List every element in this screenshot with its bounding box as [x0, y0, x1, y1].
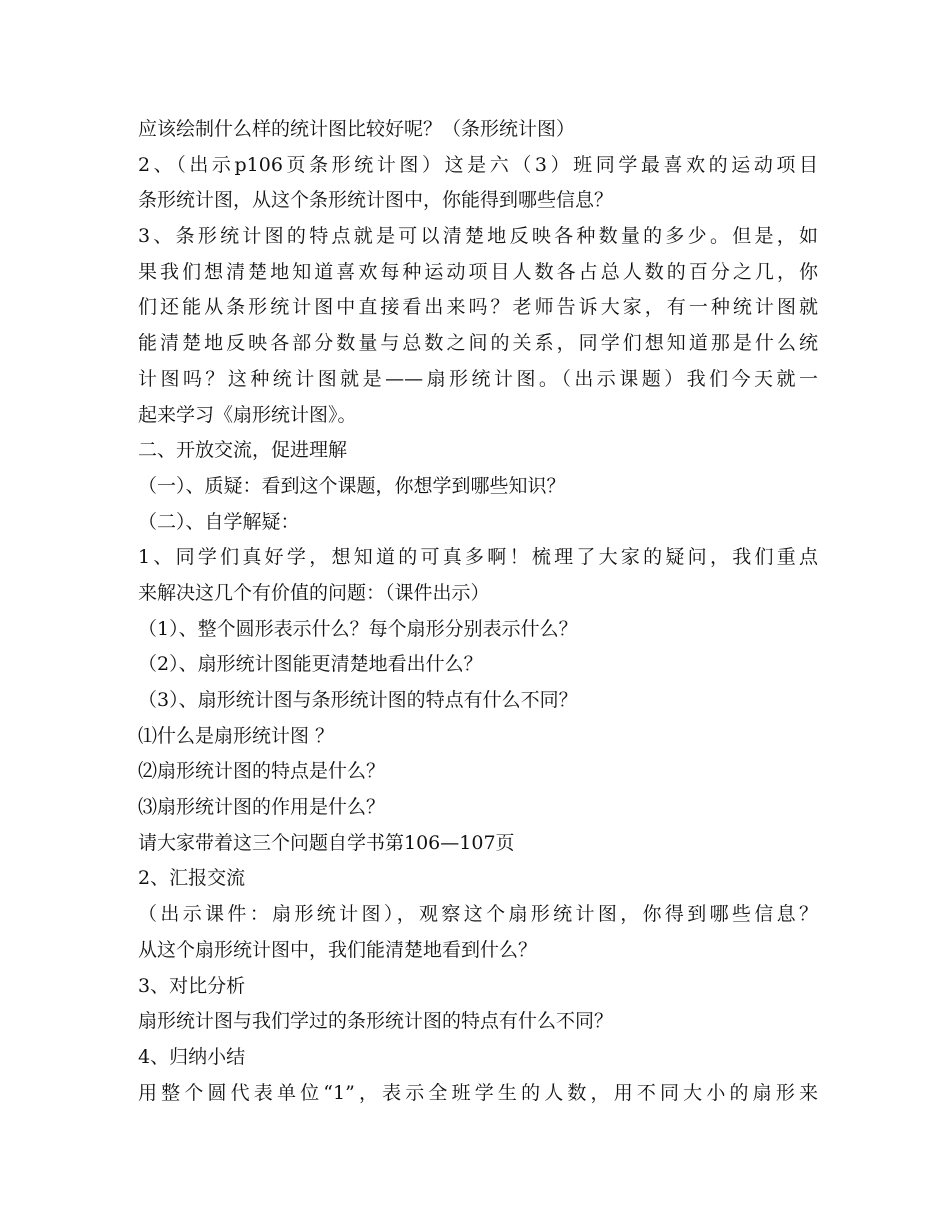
text-line: （二）、自学解疑： — [138, 510, 300, 533]
text-line: 4、归纳小结 — [138, 1045, 246, 1068]
text-line: ⑵扇形统计图的特点是什么？ — [138, 760, 386, 783]
text-line: ⑴什么是扇形统计图 ？ — [138, 724, 335, 747]
text-line: 应该绘制什么样的统计图比较好呢？（条形统计图） — [138, 118, 576, 140]
document-page — [138, 112, 818, 1111]
text-line: 们还能从条形统计图中直接看出来吗？老师告诉大家，有一种统计图就 — [138, 296, 818, 319]
text-line: （1）、整个圆形表示什么？每个扇形分别表示什么？ — [138, 617, 578, 640]
text-line: （出示课件：扇形统计图），观察这个扇形统计图，你得到哪些信息？ — [138, 903, 818, 926]
text-line: 能清楚地反映各部分数量与总数之间的关系，同学们想知道那是什么统 — [138, 332, 818, 355]
text-line: 计图吗？这种统计图就是——扇形统计图。（出示课题）我们今天就一 — [138, 367, 818, 390]
text-line: 用整个圆代表单位“1”，表示全班学生的人数，用不同大小的扇形来 — [138, 1081, 818, 1104]
text-line: 果我们想清楚地知道喜欢每种运动项目人数各占总人数的百分之几，你 — [138, 260, 818, 283]
text-line: 3、对比分析 — [138, 974, 246, 997]
text-line: 起来学习《扇形统计图》。 — [138, 403, 357, 426]
text-line: （3）、扇形统计图与条形统计图的特点有什么不同？ — [138, 689, 578, 711]
text-line: 从这个扇形统计图中，我们能清楚地看到什么？ — [138, 938, 538, 961]
text-line: 3、条形统计图的特点就是可以清楚地反映各种数量的多少。但是，如 — [138, 225, 818, 248]
text-line: ⑶扇形统计图的作用是什么？ — [138, 796, 386, 819]
text-line: 条形统计图，从这个条形统计图中，你能得到哪些信息？ — [138, 189, 614, 212]
text-line: 1、同学们真好学，想知道的可真多啊！梳理了大家的疑问，我们重点 — [138, 546, 818, 569]
text-line: 请大家带着这三个问题自学书第106—107页 — [138, 831, 515, 854]
text-line: 来解决这几个有价值的问题：（课件出示） — [138, 581, 490, 604]
text-line: 扇形统计图与我们学过的条形统计图的特点有什么不同？ — [138, 1010, 614, 1033]
text-line: 2、汇报交流 — [138, 867, 246, 890]
text-line: 2、（出示p106页条形统计图）这是六（3）班同学最喜欢的运动项目 — [138, 153, 818, 176]
text-line: （一）、质疑：看到这个课题，你想学到哪些知识？ — [138, 474, 566, 497]
text-line: 二、开放交流，促进理解 — [138, 439, 348, 462]
text-line: （2）、扇形统计图能更清楚地看出什么？ — [138, 653, 483, 676]
